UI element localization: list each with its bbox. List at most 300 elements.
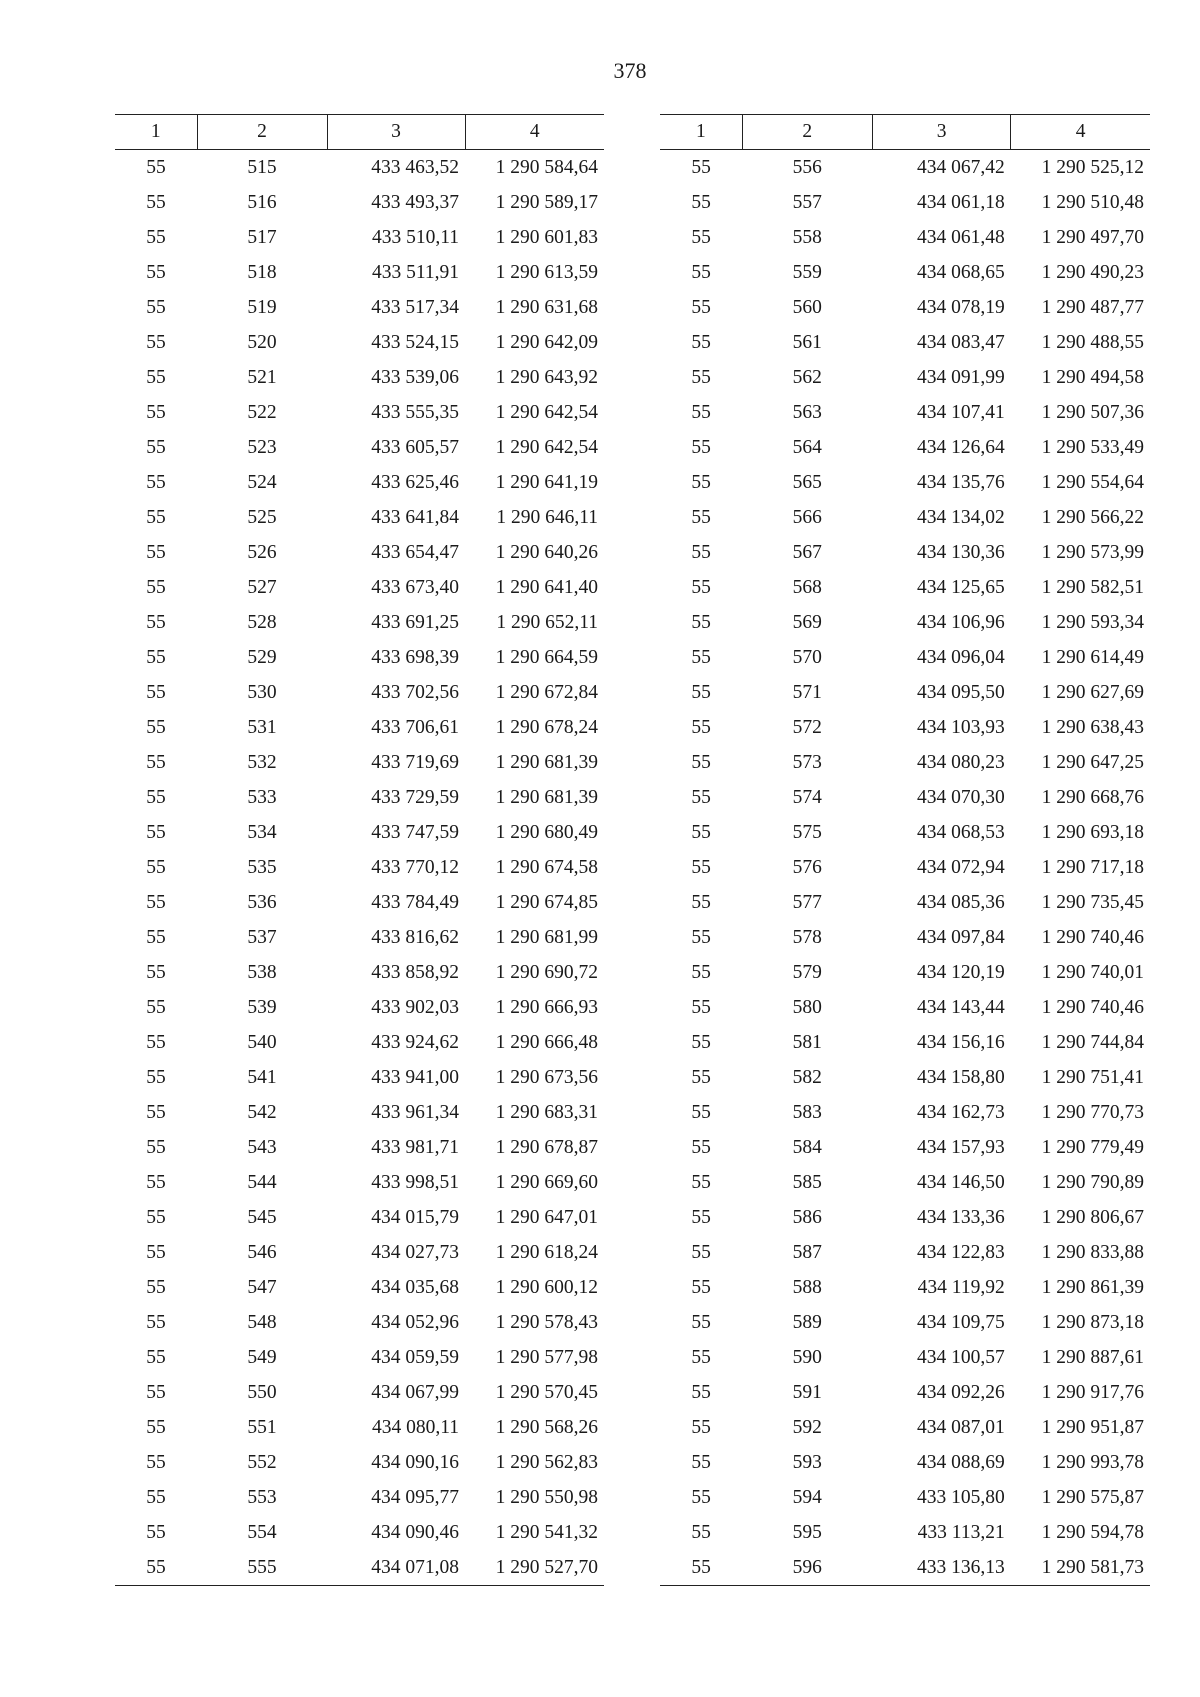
- table-row: [115, 465, 604, 500]
- table-cell-col-1: 55: [146, 331, 166, 353]
- table-cell-col-2: 585: [792, 1171, 822, 1193]
- table-cell-col-3: 434 100,57: [916, 1346, 1005, 1368]
- table-body: [115, 150, 604, 1586]
- table-row: [115, 535, 604, 570]
- table-cell-col-3: 434 070,30: [916, 786, 1005, 808]
- table-cell-col-1: 55: [146, 436, 166, 458]
- table-cell-col-2: 551: [247, 1416, 277, 1438]
- table-cell-col-2: 521: [247, 366, 277, 388]
- table-cell-col-3: 434 087,01: [916, 1416, 1005, 1438]
- table-cell-col-3: 433 511,91: [371, 261, 459, 283]
- table-cell-col-3: 433 493,37: [371, 191, 459, 213]
- table-cell-col-2: 542: [247, 1101, 277, 1123]
- table-cell-col-4: 1 290 601,83: [495, 226, 598, 248]
- table-cell-col-3: 434 090,16: [371, 1451, 459, 1473]
- table-cell-col-4: 1 290 581,73: [1011, 1550, 1150, 1586]
- table-row: [115, 430, 604, 465]
- table-row: [660, 990, 1150, 1025]
- table-row: [660, 360, 1150, 395]
- table-cell-col-2: 520: [247, 331, 277, 353]
- table-cell-col-2: 552: [247, 1451, 277, 1473]
- table-row: [115, 1340, 604, 1375]
- table-row: [660, 185, 1150, 220]
- table-cell-col-4: 1 290 507,36: [1041, 401, 1144, 423]
- table-cell-col-2: 557: [792, 191, 822, 213]
- table-cell-col-4: 1 290 647,01: [495, 1206, 598, 1228]
- table-cell-col-3: 434 158,80: [916, 1066, 1005, 1088]
- table-cell-col-4: 1 290 680,49: [495, 821, 598, 843]
- table-cell-col-2: 533: [247, 786, 277, 808]
- table-cell-col-1: 55: [691, 191, 711, 213]
- table-cell-col-1: 55: [146, 1381, 166, 1403]
- table-cell-col-1: 55: [691, 1416, 711, 1438]
- table-cell-col-2: 529: [247, 646, 277, 668]
- table-row: [660, 605, 1150, 640]
- table-cell-col-1: 55: [691, 751, 711, 773]
- table-cell-col-3: 434 035,68: [371, 1276, 459, 1298]
- table-cell-col-1: 55: [691, 401, 711, 423]
- table-cell-col-1: 55: [691, 996, 711, 1018]
- table-cell-col-4: 1 290 577,98: [495, 1346, 598, 1368]
- table-row: [660, 255, 1150, 290]
- table-cell-col-1: 55: [691, 1066, 711, 1088]
- table-row: [660, 815, 1150, 850]
- coordinates-table-right: [660, 114, 1150, 1586]
- table-cell-col-1: 55: [146, 541, 166, 563]
- table-cell-col-2: 519: [247, 296, 277, 318]
- table-cell-col-3: 434 135,76: [916, 471, 1005, 493]
- table-row: [660, 220, 1150, 255]
- table-cell-col-1: 55: [146, 156, 166, 178]
- table-cell-col-1: 55: [146, 1346, 166, 1368]
- table-cell-col-2: 583: [792, 1101, 822, 1123]
- table-row: [660, 1130, 1150, 1165]
- table-row: [115, 1235, 604, 1270]
- table-cell-col-3: 433 702,56: [371, 681, 459, 703]
- table-cell-col-1: 55: [691, 366, 711, 388]
- table-cell-col-2: 559: [792, 261, 822, 283]
- table-cell-col-4: 1 290 744,84: [1041, 1031, 1144, 1053]
- table-cell-col-2: 535: [247, 856, 277, 878]
- coordinates-table-left: [115, 114, 604, 1586]
- table-row: [660, 1235, 1150, 1270]
- table-cell-col-4: 1 290 490,23: [1041, 261, 1144, 283]
- table-row: [660, 1445, 1150, 1480]
- table-row: [660, 885, 1150, 920]
- table-cell-col-1: 55: [146, 751, 166, 773]
- column-header-3: 3: [327, 115, 465, 150]
- table-cell-col-1: 55: [146, 821, 166, 843]
- table-cell-col-4: 1 290 638,43: [1041, 716, 1144, 738]
- table-cell-col-3: 434 096,04: [916, 646, 1005, 668]
- table-row: [115, 570, 604, 605]
- table-cell-col-1: 55: [146, 646, 166, 668]
- table-cell-col-1: 55: [146, 856, 166, 878]
- table-cell-col-3: 434 157,93: [916, 1136, 1005, 1158]
- table-cell-col-3: 433 605,57: [371, 436, 459, 458]
- table-cell-col-1: 55: [691, 1486, 711, 1508]
- table-cell-col-3: 434 068,65: [916, 261, 1005, 283]
- table-cell-col-1: 55: [146, 1276, 166, 1298]
- table-cell-col-1: 55: [691, 786, 711, 808]
- table-cell-col-2: 592: [792, 1416, 822, 1438]
- table-row: [660, 1515, 1150, 1550]
- table-cell-col-3: 434 130,36: [916, 541, 1005, 563]
- table-cell-col-3: 433 998,51: [371, 1171, 459, 1193]
- table-cell-col-4: 1 290 640,26: [495, 541, 598, 563]
- table-cell-col-3: 433 691,25: [371, 611, 459, 633]
- table-cell-col-4: 1 290 683,31: [495, 1101, 598, 1123]
- table-cell-col-4: 1 290 550,98: [495, 1486, 598, 1508]
- table-cell-col-1: 55: [146, 401, 166, 423]
- table-cell-col-4: 1 290 668,76: [1041, 786, 1144, 808]
- table-cell-col-4: 1 290 600,12: [495, 1276, 598, 1298]
- table-cell-col-1: 55: [691, 436, 711, 458]
- table-cell-col-3: 433 961,34: [371, 1101, 459, 1123]
- table-cell-col-4: 1 290 833,88: [1041, 1241, 1144, 1263]
- page-number: 378: [613, 58, 647, 83]
- table-cell-col-3: 433 517,34: [371, 296, 459, 318]
- table-cell-col-4: 1 290 562,83: [495, 1451, 598, 1473]
- table-cell-col-2: 550: [247, 1381, 277, 1403]
- table-cell-col-2: 584: [792, 1136, 822, 1158]
- table-cell-col-3: 434 133,36: [916, 1206, 1005, 1228]
- table-cell-col-2: 590: [792, 1346, 822, 1368]
- table-cell-col-4: 1 290 917,76: [1041, 1381, 1144, 1403]
- table-cell-col-4: 1 290 861,39: [1041, 1276, 1144, 1298]
- table-cell-col-3: 433 641,84: [371, 506, 459, 528]
- table-cell-col-1: 55: [146, 261, 166, 283]
- table-cell-col-4: 1 290 488,55: [1041, 331, 1144, 353]
- table-cell-col-3: 433 105,80: [916, 1486, 1005, 1508]
- table-cell-col-3: 433 555,35: [371, 401, 459, 423]
- table-cell-col-1: 55: [691, 1451, 711, 1473]
- table-cell-col-2: 528: [247, 611, 277, 633]
- table-row: [115, 745, 604, 780]
- table-cell-col-2: 539: [247, 996, 277, 1018]
- table-cell-col-3: 434 078,19: [916, 296, 1005, 318]
- table-cell-col-1: 55: [691, 926, 711, 948]
- table-cell-col-4: 1 290 618,24: [495, 1241, 598, 1263]
- table-cell-col-1: 55: [146, 1451, 166, 1473]
- table-cell-col-4: 1 290 582,51: [1041, 576, 1144, 598]
- table-cell-col-3: 433 524,15: [371, 331, 459, 353]
- table-cell-col-4: 1 290 554,64: [1041, 471, 1144, 493]
- table-cell-col-3: 433 654,47: [371, 541, 459, 563]
- table-cell-col-3: 434 095,77: [371, 1486, 459, 1508]
- table-cell-col-2: 545: [247, 1206, 277, 1228]
- table-cell-col-2: 561: [792, 331, 822, 353]
- table-cell-col-4: 1 290 525,12: [1041, 156, 1144, 178]
- table-cell-col-3: 433 924,62: [371, 1031, 459, 1053]
- table-cell-col-3: 433 625,46: [371, 471, 459, 493]
- table-row: [660, 1165, 1150, 1200]
- table-row: [660, 780, 1150, 815]
- table-cell-col-1: 55: [691, 506, 711, 528]
- table-cell-col-2: 538: [247, 961, 277, 983]
- table-cell-col-2: 532: [247, 751, 277, 773]
- table-cell-col-2: 568: [792, 576, 822, 598]
- table-cell-col-3: 434 095,50: [916, 681, 1005, 703]
- table-row: [660, 1095, 1150, 1130]
- table-cell-col-4: 1 290 533,49: [1041, 436, 1144, 458]
- table-row: [115, 1480, 604, 1515]
- table-row: [115, 185, 604, 220]
- table-cell-col-4: 1 290 717,18: [1041, 856, 1144, 878]
- table-cell-col-2: 541: [247, 1066, 277, 1088]
- table-row: [115, 500, 604, 535]
- table-row: [115, 1025, 604, 1060]
- table-cell-col-2: 553: [247, 1486, 277, 1508]
- table-cell-col-3: 434 072,94: [916, 856, 1005, 878]
- table-cell-col-4: 1 290 674,85: [495, 891, 598, 913]
- table-cell-col-1: 55: [691, 1136, 711, 1158]
- table-cell-col-1: 55: [660, 1550, 742, 1586]
- table-cell-col-3: 433 816,62: [371, 926, 459, 948]
- table-row: [660, 1270, 1150, 1305]
- table-row: [115, 220, 604, 255]
- table-cell-col-2: 560: [792, 296, 822, 318]
- table-cell-col-2: 556: [792, 156, 822, 178]
- table-cell-col-3: 434 119,92: [917, 1276, 1005, 1298]
- table-cell-col-4: 1 290 779,49: [1041, 1136, 1144, 1158]
- table-cell-col-4: 1 290 666,93: [495, 996, 598, 1018]
- table-cell-col-4: 1 290 770,73: [1041, 1101, 1144, 1123]
- table-cell-col-4: 1 290 541,32: [495, 1521, 598, 1543]
- table-cell-col-1: 55: [691, 1311, 711, 1333]
- table-cell-col-1: 55: [115, 1550, 197, 1586]
- table-cell-col-3: 434 052,96: [371, 1311, 459, 1333]
- table-cell-col-2: 531: [247, 716, 277, 738]
- table-cell-col-2: 516: [247, 191, 277, 213]
- table-cell-col-3: 434 085,36: [916, 891, 1005, 913]
- table-cell-col-4: 1 290 593,34: [1041, 611, 1144, 633]
- table-cell-col-1: 55: [146, 716, 166, 738]
- table-cell-col-1: 55: [146, 191, 166, 213]
- table-cell-col-2: 587: [792, 1241, 822, 1263]
- table-cell-col-4: 1 290 681,99: [495, 926, 598, 948]
- table-cell-col-2: 548: [247, 1311, 277, 1333]
- table-header-row: [660, 115, 1150, 150]
- table-cell-col-2: 581: [792, 1031, 822, 1053]
- table-cell-col-1: 55: [691, 541, 711, 563]
- table-row: [660, 1200, 1150, 1235]
- table-cell-col-4: 1 290 664,59: [495, 646, 598, 668]
- table-cell-col-1: 55: [146, 576, 166, 598]
- table-cell-col-4: 1 290 672,84: [495, 681, 598, 703]
- table-cell-col-2: 558: [792, 226, 822, 248]
- table-cell-col-1: 55: [146, 1101, 166, 1123]
- table-cell-col-1: 55: [691, 1346, 711, 1368]
- table-cell-col-2: 527: [247, 576, 277, 598]
- table-cell-col-4: 1 290 673,56: [495, 1066, 598, 1088]
- table-cell-col-1: 55: [691, 261, 711, 283]
- table-cell-col-4: 1 290 643,92: [495, 366, 598, 388]
- table-cell-col-2: 588: [792, 1276, 822, 1298]
- table-cell-col-3: 434 068,53: [916, 821, 1005, 843]
- table-cell-col-4: 1 290 993,78: [1041, 1451, 1144, 1473]
- table-row: [115, 150, 604, 186]
- table-cell-col-2: 543: [247, 1136, 277, 1158]
- table-cell-col-4: 1 290 570,45: [495, 1381, 598, 1403]
- table-cell-col-2: 562: [792, 366, 822, 388]
- table-cell-col-2: 555: [197, 1550, 327, 1586]
- table-cell-col-1: 55: [146, 1521, 166, 1543]
- table-cell-col-4: 1 290 568,26: [495, 1416, 598, 1438]
- table-cell-col-3: 434 126,64: [916, 436, 1005, 458]
- table-cell-col-2: 596: [742, 1550, 872, 1586]
- table-row: [115, 675, 604, 710]
- table-cell-col-3: 433 698,39: [371, 646, 459, 668]
- table-cell-col-2: 563: [792, 401, 822, 423]
- table-cell-col-4: 1 290 669,60: [495, 1171, 598, 1193]
- table-row: [115, 1200, 604, 1235]
- table-cell-col-2: 524: [247, 471, 277, 493]
- table-cell-col-3: 434 134,02: [916, 506, 1005, 528]
- table-cell-col-3: 433 981,71: [371, 1136, 459, 1158]
- table-row: [115, 1165, 604, 1200]
- table-row: [660, 955, 1150, 990]
- table-cell-col-1: 55: [691, 716, 711, 738]
- table-cell-col-4: 1 290 614,49: [1041, 646, 1144, 668]
- table-row: [115, 1375, 604, 1410]
- table-cell-col-2: 518: [247, 261, 277, 283]
- table-cell-col-1: 55: [691, 1171, 711, 1193]
- table-cell-col-1: 55: [691, 646, 711, 668]
- table-row: [660, 1375, 1150, 1410]
- table-cell-col-2: 574: [792, 786, 822, 808]
- table-cell-col-2: 567: [792, 541, 822, 563]
- table-cell-col-4: 1 290 641,19: [495, 471, 598, 493]
- table-cell-col-4: 1 290 887,61: [1041, 1346, 1144, 1368]
- table-cell-col-2: 564: [792, 436, 822, 458]
- table-cell-col-4: 1 290 951,87: [1041, 1416, 1144, 1438]
- table-cell-col-4: 1 290 527,70: [465, 1550, 604, 1586]
- column-header-2: 2: [742, 115, 872, 150]
- table-cell-col-4: 1 290 641,40: [495, 576, 598, 598]
- table-cell-col-3: 434 122,83: [916, 1241, 1005, 1263]
- table-row: [660, 1480, 1150, 1515]
- table-cell-col-4: 1 290 735,45: [1041, 891, 1144, 913]
- table-cell-col-2: 591: [792, 1381, 822, 1403]
- table-row: [660, 675, 1150, 710]
- table-cell-col-2: 566: [792, 506, 822, 528]
- table-cell-col-4: 1 290 613,59: [495, 261, 598, 283]
- table-cell-col-4: 1 290 873,18: [1041, 1311, 1144, 1333]
- table-cell-col-1: 55: [691, 1276, 711, 1298]
- table-cell-col-3: 433 510,11: [371, 226, 459, 248]
- table-row: [115, 1060, 604, 1095]
- table-row: [660, 430, 1150, 465]
- table-cell-col-1: 55: [691, 226, 711, 248]
- table-cell-col-4: 1 290 578,43: [495, 1311, 598, 1333]
- table-cell-col-2: 547: [247, 1276, 277, 1298]
- table-cell-col-3: 434 080,11: [371, 1416, 459, 1438]
- column-header-4: 4: [465, 115, 604, 150]
- table-cell-col-4: 1 290 678,87: [495, 1136, 598, 1158]
- table-cell-col-4: 1 290 690,72: [495, 961, 598, 983]
- table-cell-col-4: 1 290 674,58: [495, 856, 598, 878]
- table-cell-col-1: 55: [146, 366, 166, 388]
- table-cell-col-4: 1 290 652,11: [496, 611, 598, 633]
- table-cell-col-2: 595: [792, 1521, 822, 1543]
- table-row: [115, 640, 604, 675]
- table-cell-col-1: 55: [691, 576, 711, 598]
- table-cell-col-4: 1 290 642,54: [495, 436, 598, 458]
- table-cell-col-2: 569: [792, 611, 822, 633]
- table-cell-col-3: 433 747,59: [371, 821, 459, 843]
- table-cell-col-2: 586: [792, 1206, 822, 1228]
- table-cell-col-3: 434 092,26: [916, 1381, 1005, 1403]
- column-header-2: 2: [197, 115, 327, 150]
- table-row: [660, 395, 1150, 430]
- table-cell-col-3: 434 027,73: [371, 1241, 459, 1263]
- table-cell-col-1: 55: [146, 786, 166, 808]
- table-cell-col-1: 55: [146, 1066, 166, 1088]
- table-row: [115, 990, 604, 1025]
- table-cell-col-2: 579: [792, 961, 822, 983]
- table-cell-col-1: 55: [146, 891, 166, 913]
- table-cell-col-2: 549: [247, 1346, 277, 1368]
- table-cell-col-2: 544: [247, 1171, 277, 1193]
- table-cell-col-1: 55: [146, 1031, 166, 1053]
- table-row: [660, 465, 1150, 500]
- table-row: [115, 395, 604, 430]
- table-cell-col-3: 434 120,19: [916, 961, 1005, 983]
- table-cell-col-1: 55: [691, 1206, 711, 1228]
- table-cell-col-3: 434 109,75: [916, 1311, 1005, 1333]
- table-cell-col-4: 1 290 510,48: [1041, 191, 1144, 213]
- table-row: [660, 150, 1150, 186]
- table-row: [660, 325, 1150, 360]
- table-cell-col-1: 55: [146, 506, 166, 528]
- table-cell-col-4: 1 290 740,46: [1041, 926, 1144, 948]
- table-cell-col-1: 55: [146, 611, 166, 633]
- table-cell-col-1: 55: [691, 296, 711, 318]
- table-cell-col-1: 55: [146, 471, 166, 493]
- table-cell-col-3: 434 106,96: [916, 611, 1005, 633]
- table-row: [660, 1550, 1150, 1586]
- table-cell-col-3: 433 858,92: [371, 961, 459, 983]
- column-header-4: 4: [1011, 115, 1150, 150]
- table-cell-col-3: 434 107,41: [916, 401, 1005, 423]
- table-cell-col-2: 576: [792, 856, 822, 878]
- table-row: [115, 360, 604, 395]
- table-row: [115, 920, 604, 955]
- table-cell-col-2: 534: [247, 821, 277, 843]
- table-cell-col-3: 433 136,13: [872, 1550, 1010, 1586]
- table-cell-col-2: 540: [247, 1031, 277, 1053]
- table-cell-col-1: 55: [146, 681, 166, 703]
- table-cell-col-1: 55: [146, 1171, 166, 1193]
- table-cell-col-3: 434 061,18: [916, 191, 1005, 213]
- table-header-row: [115, 115, 604, 150]
- table-row: [115, 850, 604, 885]
- table-cell-col-3: 434 125,65: [916, 576, 1005, 598]
- table-cell-col-2: 572: [792, 716, 822, 738]
- table-cell-col-3: 434 097,84: [916, 926, 1005, 948]
- table-cell-col-3: 433 706,61: [371, 716, 459, 738]
- table-cell-col-1: 55: [146, 296, 166, 318]
- table-cell-col-3: 434 156,16: [916, 1031, 1005, 1053]
- table-row: [660, 920, 1150, 955]
- table-cell-col-2: 571: [792, 681, 822, 703]
- table-cell-col-4: 1 290 589,17: [495, 191, 598, 213]
- table-cell-col-4: 1 290 627,69: [1041, 681, 1144, 703]
- table-cell-col-4: 1 290 666,48: [495, 1031, 598, 1053]
- table-cell-col-2: 537: [247, 926, 277, 948]
- table-row: [660, 850, 1150, 885]
